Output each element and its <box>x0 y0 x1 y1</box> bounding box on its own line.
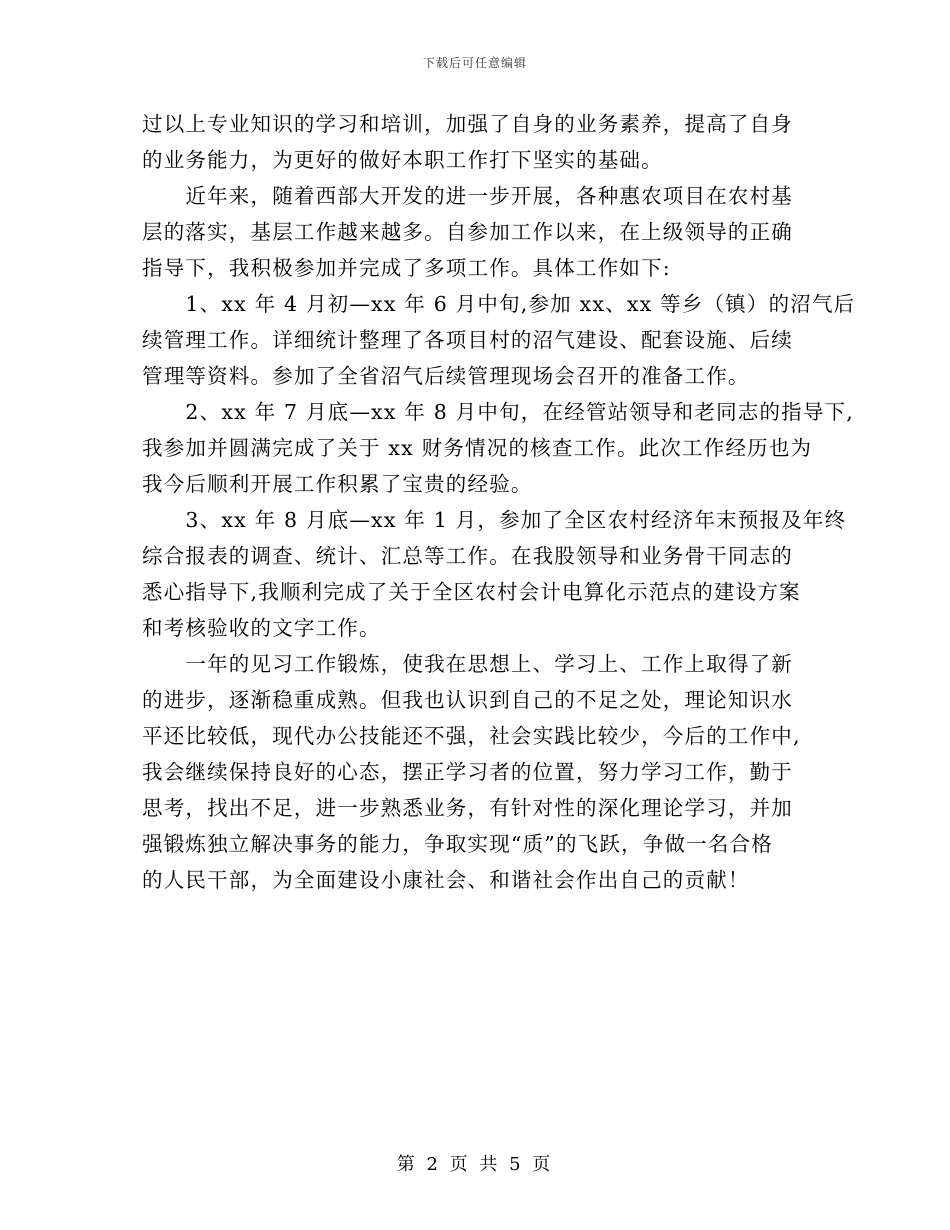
text-line: 的业务能力，为更好的做好本职工作打下坚实的基础。 <box>142 148 663 172</box>
text-line: 3、xx 年 8 月底—xx 年 1 月，参加了全区农村经济年末预报及年终 <box>142 508 847 532</box>
text-line: 的进步，逐渐稳重成熟。但我也认识到自己的不足之处，理论知识水 <box>142 688 793 712</box>
text-line: 近年来，随着西部大开发的进一步开展，各种惠农项目在农村基 <box>142 184 793 208</box>
text-line: 2、xx 年 7 月底—xx 年 8 月中旬，在经管站领导和老同志的指导下, <box>142 400 854 424</box>
text-line: 续管理工作。详细统计整理了各项目村的沼气建设、配套设施、后续 <box>142 328 793 352</box>
page-number: 第 2 页 共 5 页 <box>396 1154 554 1175</box>
text-line: 我会继续保持良好的心态，摆正学习者的位置，努力学习工作，勤于 <box>142 760 793 784</box>
text-line: 1、xx 年 4 月初—xx 年 6 月中旬,参加 xx、xx 等乡（镇）的沼气后 <box>142 292 856 316</box>
text-line: 综合报表的调查、统计、汇总等工作。在我股领导和业务骨干同志的 <box>142 544 793 568</box>
text-line: 指导下，我积极参加并完成了多项工作。具体工作如下: <box>142 256 671 280</box>
page-header: 下载后可任意编辑 <box>422 56 527 70</box>
text-line: 过以上专业知识的学习和培训，加强了自身的业务素养，提高了自身 <box>142 112 793 136</box>
text-line: 悉心指导下,我顺利完成了关于全区农村会计电算化示范点的建设方案 <box>142 580 801 604</box>
text-line: 思考，找出不足，进一步熟悉业务，有针对性的深化理论学习，并加 <box>142 796 793 820</box>
document-body <box>142 106 856 898</box>
text-line: 我参加并圆满完成了关于 xx 财务情况的核查工作。此次工作经历也为 <box>142 436 813 460</box>
text-line: 和考核验收的文字工作。 <box>142 616 381 640</box>
text-line: 我今后顺利开展工作积累了宝贵的经验。 <box>142 472 533 496</box>
text-line: 平还比较低，现代办公技能还不强，社会实践比较少，今后的工作中, <box>142 724 801 748</box>
text-line: 的人民干部，为全面建设小康社会、和谐社会作出自己的贡献！ <box>142 868 750 892</box>
text-line: 管理等资料。参加了全省沼气后续管理现场会召开的准备工作。 <box>142 364 750 388</box>
text-line: 强锻炼独立解决事务的能力，争取实现“质”的飞跃，争做一名合格 <box>142 832 773 856</box>
text-line: 层的落实，基层工作越来越多。自参加工作以来，在上级领导的正确 <box>142 220 793 244</box>
text-line: 一年的见习工作锻炼，使我在思想上、学习上、工作上取得了新 <box>142 652 793 676</box>
